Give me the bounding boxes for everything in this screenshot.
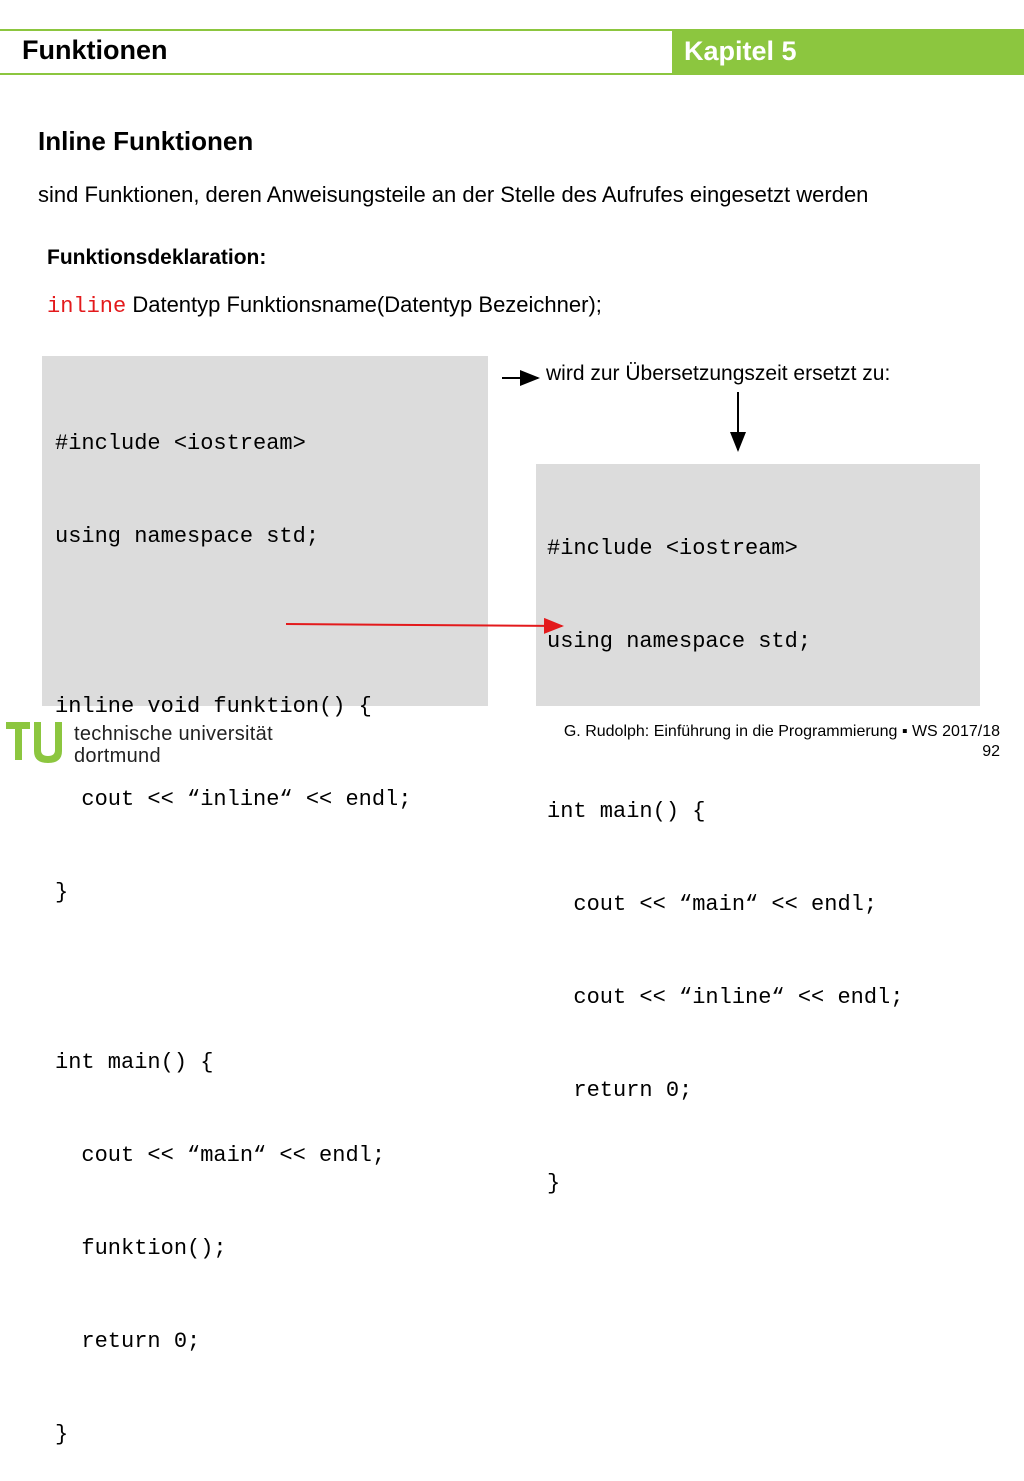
inline-substitution-arrow-icon xyxy=(286,624,562,626)
code-line: } xyxy=(55,880,69,905)
section-title: Inline Funktionen xyxy=(38,126,254,156)
code-line: cout << “inline“ << endl; xyxy=(55,787,412,812)
inline-keyword: inline xyxy=(47,294,127,319)
code-line-inlined: cout << “inline“ << endl; xyxy=(547,985,904,1010)
tu-logo-icon xyxy=(6,718,70,766)
replacement-note: wird zur Übersetzungszeit ersetzt zu: xyxy=(546,362,891,385)
code-line: using namespace std; xyxy=(547,629,812,654)
chapter-label: Kapitel 5 xyxy=(684,36,797,66)
code-line: return 0; xyxy=(547,1078,693,1103)
slide-footer xyxy=(564,722,1000,762)
university-name-line2: dortmund xyxy=(74,745,161,767)
code-line: cout << “main“ << endl; xyxy=(55,1143,386,1168)
footer-credit: G. Rudolph: Einführung in die Programmierung ▪ WS 2017/18 xyxy=(563,723,1000,740)
code-line: #include <iostream> xyxy=(55,431,306,456)
code-line: int main() { xyxy=(547,799,706,824)
code-line: inline void funktion() { xyxy=(55,694,372,719)
declaration-heading: Funktionsdeklaration: xyxy=(47,246,267,269)
code-line: return 0; xyxy=(55,1329,201,1354)
code-line: } xyxy=(55,1422,69,1447)
code-line: cout << “main“ << endl; xyxy=(547,892,878,917)
code-line: #include <iostream> xyxy=(547,536,798,561)
code-line: using namespace std; xyxy=(55,524,320,549)
code-line: int main() { xyxy=(55,1050,214,1075)
page-number: 92 xyxy=(982,743,1000,760)
university-name-line1: technische universität xyxy=(74,723,273,745)
code-line: } xyxy=(547,1171,561,1196)
university-name xyxy=(74,723,273,767)
section-description: sind Funktionen, deren Anweisungsteile an der Stelle des Aufrufes eingesetzt werden xyxy=(38,182,869,207)
declaration-signature: Datentyp Funktionsname(Datentyp Bezeichner); xyxy=(126,292,602,317)
slide-title: Funktionen xyxy=(22,35,168,65)
code-line-function-call: funktion(); xyxy=(55,1236,227,1261)
